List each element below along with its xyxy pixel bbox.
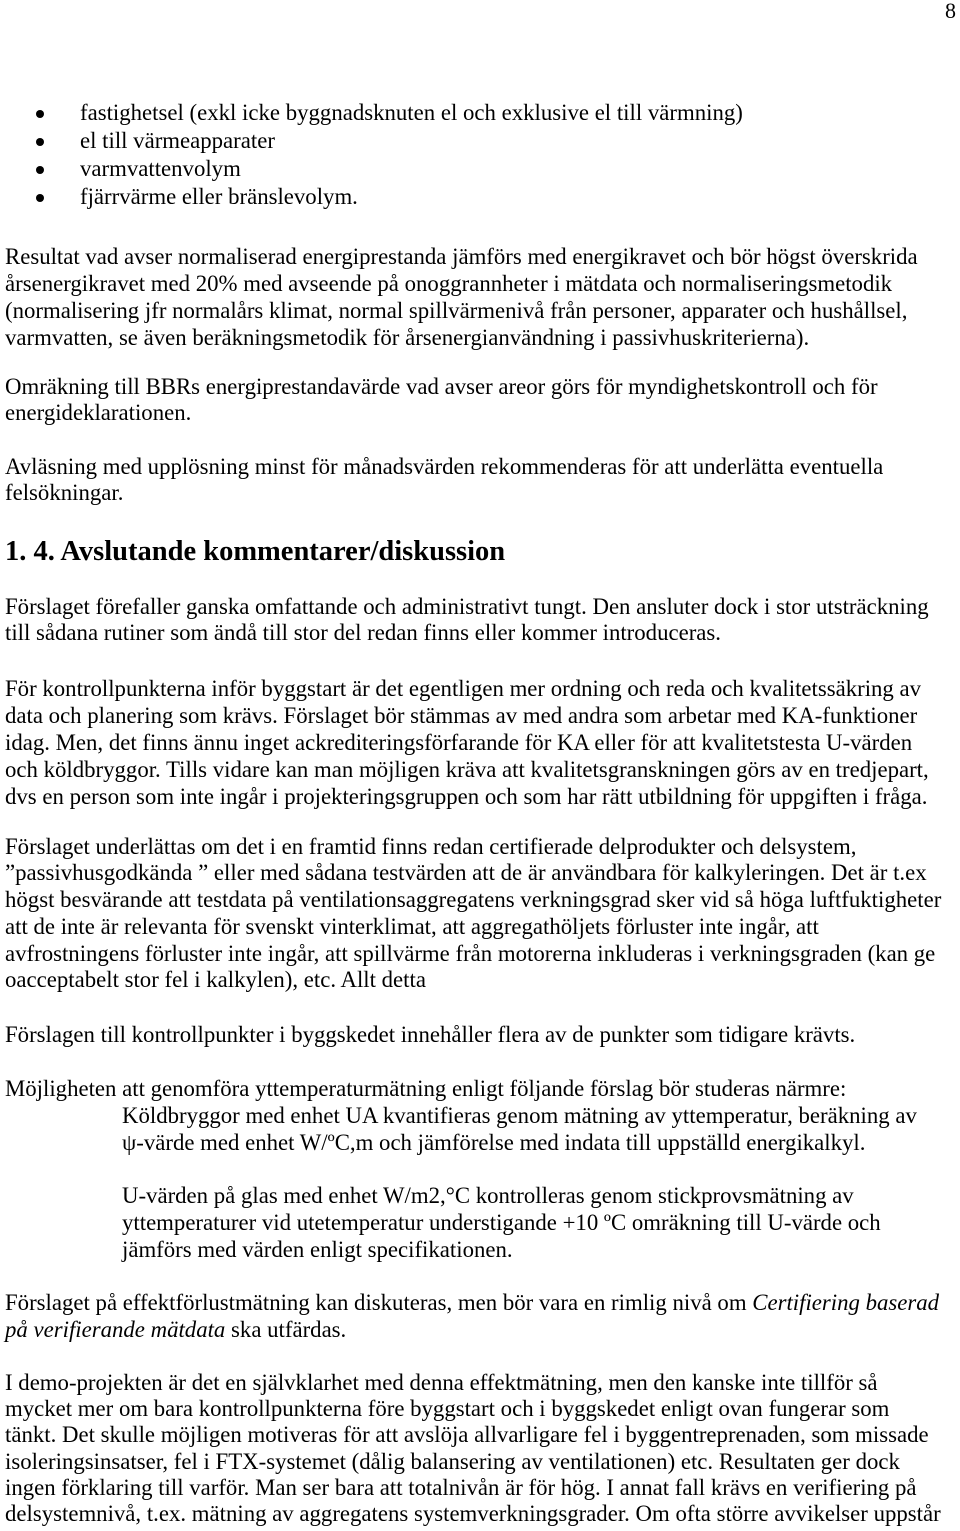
- text-line: och köldbryggor. Tills vidare kan man möjligen kräva att kvalitetsgranskningen görs av en tredjepart,: [5, 756, 929, 782]
- bullet-item: [0, 99, 960, 127]
- text-line: Köldbryggor med enhet UA kvantifieras genom mätning av yttemperatur, beräkning av: [122, 1102, 917, 1128]
- text-line: jämförs med värden enligt specifikationen.: [122, 1236, 513, 1262]
- text-line: Förslagen till kontrollpunkter i byggskedet innehåller flera av de punkter som tidigare krävts.: [5, 1021, 856, 1047]
- text-line: att de inte är relevanta för svenskt vinterklimat, att aggregathöljets förluster inte ingår, att: [5, 913, 819, 939]
- text-line: Förslaget underlättas om det i en framtid finns redan certifierade delprodukter och delsystem,: [5, 833, 857, 859]
- assessment-paragraph: [5, 594, 929, 646]
- text-line: Avläsning med upplösning minst för månadsvärden rekommenderas för att underlätta eventuella: [5, 453, 884, 479]
- text-line: varmvatten, se även beräkningsmetodik för årsenergianvändning i passivhuskriterierna).: [5, 324, 810, 350]
- bullet-item: [0, 127, 960, 155]
- bullet-text: varmvattenvolym: [80, 155, 241, 181]
- text-line: ψ-värde med enhet W/ºC,m och jämförelse med indata till uppställd energikalkyl.: [122, 1129, 866, 1155]
- italic-text: Certifiering baserad: [752, 1289, 940, 1315]
- bullet-list: [0, 99, 960, 211]
- regular-text: ska utfärdas.: [225, 1316, 347, 1342]
- text-line: isoleringsinsatser, fel i FTX-systemet (dålig balansering av ventilationen) etc. Resultaten ger dock: [5, 1448, 900, 1474]
- text-line: (normalisering jfr normalårs klimat, normal spillvärmenivå från personer, apparater och hushållsel,: [5, 297, 908, 323]
- bullet-icon: [36, 166, 44, 174]
- text-line: energideklarationen.: [5, 399, 192, 425]
- bullet-text: el till värmeapparater: [80, 127, 275, 153]
- text-line: ingen förklaring till varför. Man ser bara att totalnivån är för hög. I annat fall krävs en verifiering på: [5, 1475, 917, 1501]
- text-line: Möjligheten att genomföra yttemperaturmätning enligt följande förslag bör studeras närmre:: [5, 1075, 847, 1101]
- text-line: I demo-projekten är det en självklarhet med denna effektmätning, men den kanske inte tillför så: [5, 1369, 878, 1395]
- regular-text: Förslaget på effektförlustmätning kan diskuteras, men bör vara en rimlig nivå om: [5, 1289, 753, 1315]
- surface-temperature-intro: [5, 1076, 846, 1103]
- certification-paragraph: [5, 834, 941, 995]
- bbr-paragraph: [5, 374, 878, 426]
- text-line: årsenergikravet med 20% med avseende på onoggrannheter i mätdata och normaliseringsmetodik: [5, 270, 893, 296]
- text-line: För kontrollpunkterna inför byggstart är det egentligen mer ordning och reda och kvalitetssäkring av: [5, 675, 922, 701]
- text-line: [5, 1289, 939, 1316]
- text-line: Förslaget förefaller ganska omfattande och administrativt tungt. Den ansluter dock i stor utsträckning: [5, 593, 929, 619]
- text-line: felsökningar.: [5, 479, 124, 505]
- bullet-icon: [36, 110, 44, 118]
- text-line: U-värden på glas med enhet W/m2,°C kontrolleras genom stickprovsmätning av: [122, 1182, 854, 1208]
- glass-u-value-item: [122, 1182, 881, 1263]
- italic-text: på verifierande mätdata: [5, 1316, 226, 1342]
- bullet-item: [0, 183, 960, 211]
- text-line: dvs en person som inte ingår i projekteringsgruppen och som har rätt utbildning för uppgiften i fråga.: [5, 783, 928, 809]
- demo-projects-paragraph: [5, 1370, 941, 1528]
- text-line: yttemperaturer vid utetemperatur understigande +10 ºC omräkning till U-värde och: [122, 1209, 881, 1235]
- bullet-item: [0, 155, 960, 183]
- text-line: delsystemnivå, t.ex. mätning av aggregatens systemverkningsgrader. Om ofta större avvikelser uppstår: [5, 1501, 941, 1527]
- reading-paragraph: [5, 454, 883, 506]
- text-line: avfrostningens förluster inte ingår, att spillvärme från motorerna inkluderas i verkningsgraden (kan ge: [5, 940, 936, 966]
- text-line: Omräkning till BBRs energiprestandavärde vad avser areor görs för myndighetskontroll och för: [5, 373, 878, 399]
- text-line: högst besvärande att testdata på ventilationsaggregatens verkningsgrad sker vid så höga luftfuktigheter: [5, 887, 942, 913]
- text-line: Resultat vad avser normaliserad energiprestanda jämförs med energikravet och bör högst överskrida: [5, 243, 918, 269]
- text-line: data och planering som krävs. Förslaget bör stämmas av med andra som arbetar med KA-funktioner: [5, 702, 918, 728]
- page-number: 8: [945, 0, 956, 23]
- control-points-paragraph: [5, 675, 929, 810]
- thermal-bridge-item: [122, 1102, 917, 1156]
- text-line: tänkt. Det skulle möjligen motiveras för att avslöja allvarligare fel i byggentreprenaden, som missade: [5, 1422, 929, 1448]
- text-line: [5, 1316, 939, 1343]
- text-line: ”passivhusgodkända ” eller med sådana testvärden att de är användbara för kalkyleringen. Det är t.ex: [5, 860, 927, 886]
- text-line: till sådana rutiner som ändå till stor del redan finns eller kommer introduceras.: [5, 619, 721, 645]
- section-heading: 1. 4. Avslutande kommentarer/diskussion: [5, 536, 506, 567]
- text-line: mycket mer om bara kontrollpunkterna före byggstart och i byggskedet enligt ovan fungerar som: [5, 1395, 890, 1421]
- text-line: oacceptabelt stor fel i kalkylen), etc. Allt detta: [5, 967, 426, 993]
- construction-paragraph: [5, 1022, 855, 1049]
- bullet-text: fastighetsel (exkl icke byggnadsknuten el och exklusive el till värmning): [80, 99, 743, 125]
- bullet-text: fjärrvärme eller bränslevolym.: [80, 183, 358, 209]
- bullet-icon: [36, 194, 44, 202]
- normalization-paragraph: [5, 243, 918, 351]
- text-line: idag. Men, det finns ännu inget ackrediteringsförfarande för KA eller för att kvalitetstesta U-värden: [5, 729, 913, 755]
- power-loss-paragraph: [5, 1289, 939, 1343]
- bullet-icon: [36, 138, 44, 146]
